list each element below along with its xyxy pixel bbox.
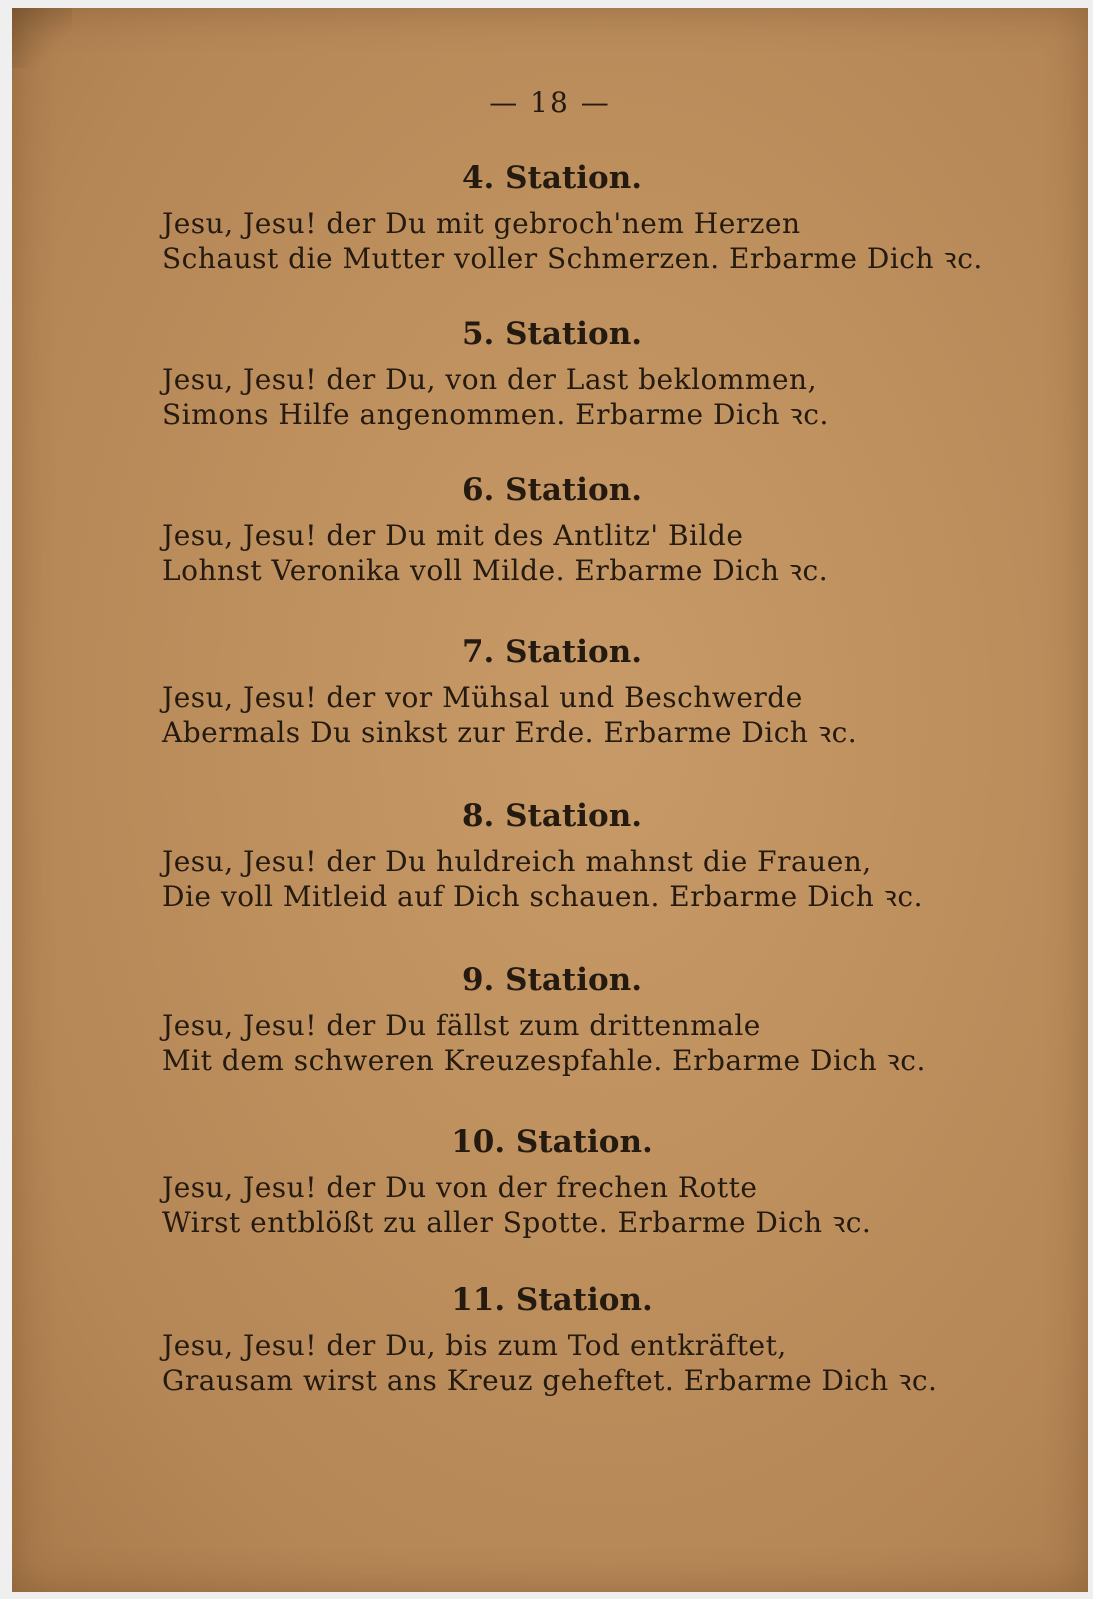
verse-line: Jesu, Jesu! der Du huldreich mahnst die Frauen, [162, 845, 872, 878]
station-10 [162, 1120, 942, 1240]
station-5 [162, 312, 942, 432]
verse-line: Grausam wirst ans Kreuz geheftet. Erbarme Dich ꝛc. [162, 1364, 938, 1397]
verse-line: Schaust die Mutter voller Schmerzen. Erbarme Dich ꝛc. [162, 242, 983, 275]
station-11 [162, 1278, 942, 1398]
verse-line: Wirst entblößt zu aller Spotte. Erbarme Dich ꝛc. [162, 1206, 872, 1239]
verse-line: Jesu, Jesu! der vor Mühsal und Beschwerde [162, 681, 803, 714]
station-heading: 8. Station. [461, 798, 643, 834]
verse-line: Jesu, Jesu! der Du mit gebroch'nem Herzen [162, 207, 801, 240]
verse-line: Lohnst Veronika voll Milde. Erbarme Dich ꝛc. [162, 554, 829, 587]
verse-line: Jesu, Jesu! der Du mit des Antlitz' Bilde [162, 519, 744, 552]
book-page [12, 8, 1088, 1592]
verse-line: Jesu, Jesu! der Du von der frechen Rotte [162, 1171, 758, 1204]
station-heading: 11. Station. [451, 1282, 653, 1318]
station-8 [162, 794, 942, 914]
station-heading: 9. Station. [461, 962, 643, 998]
page-corner-fold [12, 8, 72, 68]
station-heading: 7. Station. [461, 634, 643, 670]
station-6 [162, 468, 942, 588]
page-number: — 18 — [489, 86, 611, 119]
station-4 [162, 156, 983, 276]
station-heading: 6. Station. [461, 472, 643, 508]
station-heading: 4. Station. [461, 160, 643, 196]
verse-line: Mit dem schweren Kreuzespfahle. Erbarme Dich ꝛc. [162, 1044, 926, 1077]
station-heading: 10. Station. [451, 1124, 653, 1160]
station-7 [162, 630, 942, 750]
verse-line: Abermals Du sinkst zur Erde. Erbarme Dich ꝛc. [162, 716, 858, 749]
verse-line: Jesu, Jesu! der Du, von der Last beklommen, [162, 363, 817, 396]
station-9 [162, 958, 942, 1078]
verse-line: Jesu, Jesu! der Du fällst zum drittenmale [162, 1009, 761, 1042]
verse-line: Die voll Mitleid auf Dich schauen. Erbarme Dich ꝛc. [162, 880, 923, 913]
verse-line: Jesu, Jesu! der Du, bis zum Tod entkräftet, [162, 1329, 787, 1362]
verse-line: Simons Hilfe angenommen. Erbarme Dich ꝛc. [162, 398, 829, 431]
station-heading: 5. Station. [461, 316, 643, 352]
